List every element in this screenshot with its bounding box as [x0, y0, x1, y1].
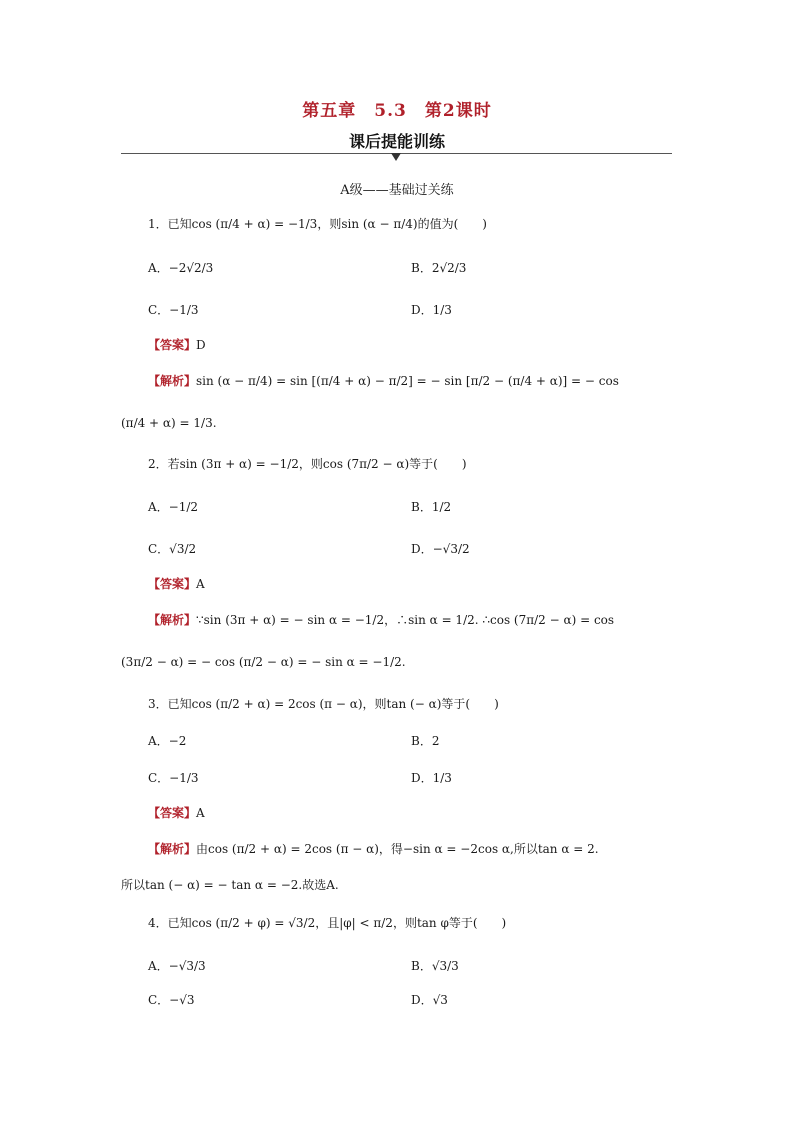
analysis-text: sin (α − π/4) = sin [(π/4 + α) − π/2] = − sin [π/2 − (π/4 + α)] = − cos: [196, 374, 619, 388]
question-1-option-b: B．2√2/3: [411, 261, 467, 275]
answer-label: 【答案】: [148, 577, 197, 591]
analysis-label: 【解析】: [148, 842, 197, 856]
analysis-label: 【解析】: [148, 613, 197, 627]
question-3-analysis-line-2: 所以tan (− α) = − tan α = −2.故选A.: [121, 878, 339, 892]
analysis-text: 由cos (π/2 + α) = 2cos (π − α)，得−sin α = −2cos α,所以tan α = 2.: [196, 842, 599, 856]
question-2-analysis-line-2: (3π/2 − α) = − cos (π/2 − α) = − sin α = −1/2.: [121, 655, 406, 669]
question-1-analysis-line-2: (π/4 + α) = 1/3.: [121, 416, 217, 430]
question-3-option-a: A．−2: [148, 734, 187, 748]
divider-triangle-icon: [391, 153, 401, 161]
section-heading: A级——基础过关练: [340, 183, 454, 198]
answer-value: D: [196, 338, 206, 352]
question-4-option-b: B．√3/3: [411, 959, 459, 973]
question-2-option-c: C．√3/2: [148, 542, 197, 556]
page-subtitle: 课后提能训练: [348, 132, 445, 151]
question-3-option-b: B．2: [411, 734, 440, 748]
question-2-option-d: D．−√3/2: [411, 542, 470, 556]
chapter-title: 第五章 5.3 第2课时: [302, 101, 492, 121]
answer-label: 【答案】: [148, 806, 197, 820]
question-1-answer: [148, 336, 206, 354]
question-4-stem: 4．已知cos (π/2 + φ) = √3/2，且|φ| < π/2，则tan φ等于( ): [148, 916, 507, 930]
question-1-option-c: C．−1/3: [148, 303, 199, 317]
question-3-stem: 3．已知cos (π/2 + α) = 2cos (π − α)，则tan (− α)等于( ): [148, 697, 499, 711]
answer-value: A: [196, 577, 205, 591]
question-4-option-d: D．√3: [411, 993, 448, 1007]
question-2-option-a: A．−1/2: [148, 500, 199, 514]
question-4-option-a: A．−√3/3: [148, 959, 206, 973]
answer-label: 【答案】: [148, 338, 197, 352]
question-3-option-d: D．1/3: [411, 771, 452, 785]
question-3-option-c: C．−1/3: [148, 771, 199, 785]
analysis-text: ∵sin (3π + α) = − sin α = −1/2，∴sin α = 1/2. ∴cos (7π/2 − α) = cos: [196, 613, 615, 627]
question-1-option-a: A．−2√2/3: [148, 261, 214, 275]
question-4-option-c: C．−√3: [148, 993, 195, 1007]
question-1-stem: 1．已知cos (π/4 + α) = −1/3，则sin (α − π/4)的值为( ): [148, 217, 487, 231]
analysis-label: 【解析】: [148, 374, 197, 388]
question-3-answer: [148, 804, 205, 822]
question-2-stem: 2．若sin (3π + α) = −1/2，则cos (7π/2 − α)等于( ): [148, 457, 467, 471]
question-1-option-d: D．1/3: [411, 303, 452, 317]
question-1-analysis-line-1: [148, 372, 619, 390]
question-3-analysis-line-1: [148, 840, 599, 858]
question-2-answer: [148, 575, 205, 593]
question-2-analysis-line-1: [148, 611, 614, 629]
question-2-option-b: B．1/2: [411, 500, 452, 514]
answer-value: A: [196, 806, 205, 820]
